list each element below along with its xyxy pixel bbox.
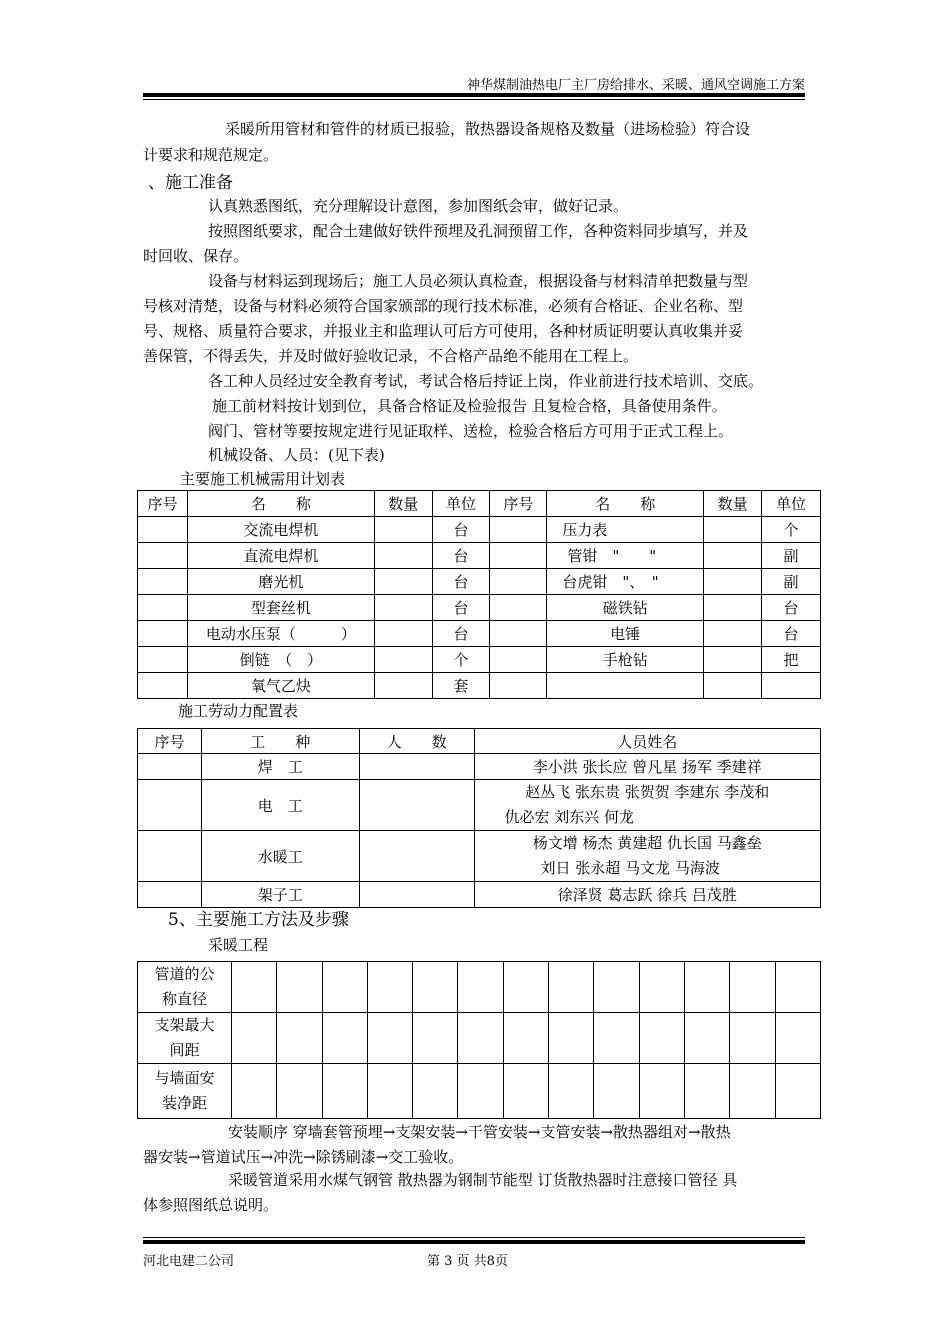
cell <box>138 882 202 908</box>
cell: 水暖工 <box>201 831 359 882</box>
row-label <box>138 962 232 1013</box>
col-header: 人员姓名 <box>474 729 820 754</box>
names-line: 李小洪 张长应 曾凡星 扬军 季建祥 <box>532 758 762 776</box>
prep-line: 阀门、管材等要按规定进行见证取样、送检，检验合格后方可用于正式工程上。 <box>208 422 734 440</box>
cell: 台 <box>762 595 821 621</box>
cell: 型套丝机 <box>187 595 374 621</box>
cell: 电 工 <box>201 780 359 831</box>
cell: 磨光机 <box>187 569 374 595</box>
cell: 焊 工 <box>201 754 359 780</box>
cell: 直流电焊机 <box>187 543 374 569</box>
cell: 副 <box>762 569 821 595</box>
cell <box>138 595 188 621</box>
cell <box>474 754 820 780</box>
cell <box>474 882 820 908</box>
table-row <box>138 754 821 780</box>
cell: 台 <box>432 569 490 595</box>
cell: 交流电焊机 <box>187 517 374 543</box>
cell <box>374 543 432 569</box>
cell <box>138 543 188 569</box>
table-row <box>138 569 821 595</box>
names-line: 刘日 张永超 马文龙 马海波 <box>540 859 720 877</box>
method-line: 采暖管道采用水煤气钢管 散热器为钢制节能型 订货散热器时注意接口管径 具 <box>228 1171 738 1189</box>
cell <box>704 543 762 569</box>
cell: 台 <box>432 543 490 569</box>
cell: 氧气乙炔 <box>187 673 374 699</box>
table-row <box>138 962 821 1013</box>
footer-page-number: 第 3 页 共8页 <box>427 1254 508 1269</box>
table-row <box>138 543 821 569</box>
cell: 磁铁钻 <box>547 595 704 621</box>
cell <box>490 595 547 621</box>
cell: 管钳 " " <box>547 543 704 569</box>
row-label-line: 支架最大 <box>154 1016 215 1034</box>
cell <box>490 543 547 569</box>
col-header: 单位 <box>432 491 490 517</box>
prep-line: 设备与材料运到现场后；施工人员必须认真检查，根据设备与材料清单把数量与型 <box>208 272 749 290</box>
table-row <box>138 595 821 621</box>
cell: 台 <box>432 621 490 647</box>
cell <box>490 621 547 647</box>
col-header: 单位 <box>762 491 821 517</box>
cell <box>138 780 202 831</box>
row-label <box>138 1013 232 1064</box>
cell <box>704 647 762 673</box>
cell: 电锤 <box>547 621 704 647</box>
cell <box>704 621 762 647</box>
method-line: 安装顺序 穿墙套管预埋→支架安装→干管安装→支管安装→散热器组对→散热 <box>228 1123 731 1141</box>
cell <box>474 780 820 831</box>
intro-line-1: 采暖所用管材和管件的材质已报验，散热器设备规格及数量（进场检验）符合设 <box>225 120 751 138</box>
cell <box>374 569 432 595</box>
cell <box>490 517 547 543</box>
section5-subheading: 采暖工程 <box>208 936 269 954</box>
header-rule-thick <box>143 93 805 97</box>
footer-rule-thin <box>143 1237 805 1238</box>
cell <box>359 780 474 831</box>
cell: 电动水压泵（ ） <box>187 621 374 647</box>
row-label-line: 与墙面安 <box>154 1069 215 1087</box>
prep-line: 机械设备、人员：(见下表) <box>208 446 385 464</box>
table-row <box>138 780 821 831</box>
cell: 把 <box>762 647 821 673</box>
table-row <box>138 621 821 647</box>
machine-table <box>137 490 821 699</box>
table-row <box>138 1064 821 1119</box>
cell <box>490 647 547 673</box>
prep-line: 时回收、保存。 <box>143 247 249 265</box>
row-label <box>138 1064 232 1119</box>
cell <box>138 517 188 543</box>
cell <box>547 673 704 699</box>
names-line: 仇必宏 刘东兴 何龙 <box>504 808 635 826</box>
table-row <box>138 517 821 543</box>
footer-company: 河北电建二公司 <box>143 1254 235 1269</box>
col-header: 人 数 <box>359 729 474 754</box>
cell <box>374 647 432 673</box>
cell <box>138 569 188 595</box>
cell: 台 <box>432 517 490 543</box>
cell: 台 <box>432 595 490 621</box>
cell: 台虎钳 "、 " <box>547 569 704 595</box>
col-header: 序号 <box>490 491 547 517</box>
table-row <box>138 1013 821 1064</box>
cell <box>762 673 821 699</box>
cell <box>490 673 547 699</box>
page-header-title: 神华煤制油热电厂主厂房给排水、采暖、通风空调施工方案 <box>466 78 805 93</box>
prep-line: 按照图纸要求，配合土建做好铁件预埋及孔洞预留工作，各种资料同步填写，并及 <box>208 222 749 240</box>
labor-table-caption: 施工劳动力配置表 <box>178 702 299 720</box>
cell <box>359 882 474 908</box>
machine-table-caption: 主要施工机械需用计划表 <box>180 470 346 488</box>
intro-line-2: 计要求和规范规定。 <box>143 146 279 164</box>
footer-rule-thick <box>143 1240 805 1244</box>
cell <box>138 647 188 673</box>
col-header: 数量 <box>704 491 762 517</box>
table-row <box>138 647 821 673</box>
cell: 个 <box>762 517 821 543</box>
table-row <box>138 673 821 699</box>
cell <box>704 569 762 595</box>
cell: 套 <box>432 673 490 699</box>
row-label-line: 装净距 <box>161 1094 207 1112</box>
section-prep-heading: 、施工准备 <box>148 173 233 193</box>
cell: 副 <box>762 543 821 569</box>
heating-table <box>137 961 821 1119</box>
table-row <box>138 831 821 882</box>
prep-line: 施工前材料按计划到位，具备合格证及检验报告 且复检合格，具备使用条件。 <box>212 397 727 415</box>
names-line: 徐泽贤 葛志跃 徐兵 吕茂胜 <box>557 886 737 904</box>
cell <box>474 831 820 882</box>
names-line: 赵丛飞 张东贵 张贺贺 李建东 李茂和 <box>525 783 770 801</box>
cell <box>704 595 762 621</box>
section5-heading: 5、主要施工方法及步骤 <box>168 910 349 930</box>
cell <box>138 673 188 699</box>
machine-table-header <box>138 491 821 517</box>
cell <box>704 673 762 699</box>
method-line: 体参照图纸总说明。 <box>143 1196 279 1214</box>
cell <box>490 569 547 595</box>
col-header: 数量 <box>374 491 432 517</box>
prep-line: 各工种人员经过安全教育考试，考试合格后持证上岗，作业前进行技术培训、交底。 <box>208 372 764 390</box>
cell: 架子工 <box>201 882 359 908</box>
cell <box>359 754 474 780</box>
cell: 台 <box>762 621 821 647</box>
row-label-line: 管道的公 <box>154 965 215 983</box>
method-line: 器安装→管道试压→冲洗→除锈刷漆→交工验收。 <box>143 1148 464 1166</box>
prep-line: 善保管，不得丢失，并及时做好验收记录，不合格产品绝不能用在工程上。 <box>143 347 639 365</box>
cell <box>374 517 432 543</box>
cell <box>374 621 432 647</box>
prep-line: 号核对清楚，设备与材料必须符合国家颁部的现行技术标准，必须有合格证、企业名称、型 <box>143 297 744 315</box>
cell <box>704 517 762 543</box>
prep-line: 认真熟悉图纸，充分理解设计意图，参加图纸会审，做好记录。 <box>208 197 629 215</box>
col-header: 名 称 <box>547 491 704 517</box>
cell: 压力表 <box>547 517 704 543</box>
col-header: 序号 <box>138 491 188 517</box>
cell: 倒链 （ ） <box>187 647 374 673</box>
prep-line: 号、规格、质量符合要求，并报业主和监理认可后方可使用，各种材质证明要认真收集并妥 <box>143 322 744 340</box>
cell <box>359 831 474 882</box>
cell <box>138 831 202 882</box>
cell <box>374 673 432 699</box>
labor-table-header <box>138 729 821 754</box>
cell: 手枪钻 <box>547 647 704 673</box>
cell <box>374 595 432 621</box>
row-label-line: 间距 <box>169 1041 200 1059</box>
cell <box>138 621 188 647</box>
table-row <box>138 882 821 908</box>
cell <box>138 754 202 780</box>
names-line: 杨文增 杨杰 黄建超 仇长国 马鑫垒 <box>532 834 762 852</box>
cell: 个 <box>432 647 490 673</box>
header-rule-thin <box>143 99 805 100</box>
col-header: 序号 <box>138 729 202 754</box>
col-header: 名 称 <box>187 491 374 517</box>
row-label-line: 称直径 <box>161 990 207 1008</box>
col-header: 工 种 <box>201 729 359 754</box>
labor-table <box>137 728 821 908</box>
